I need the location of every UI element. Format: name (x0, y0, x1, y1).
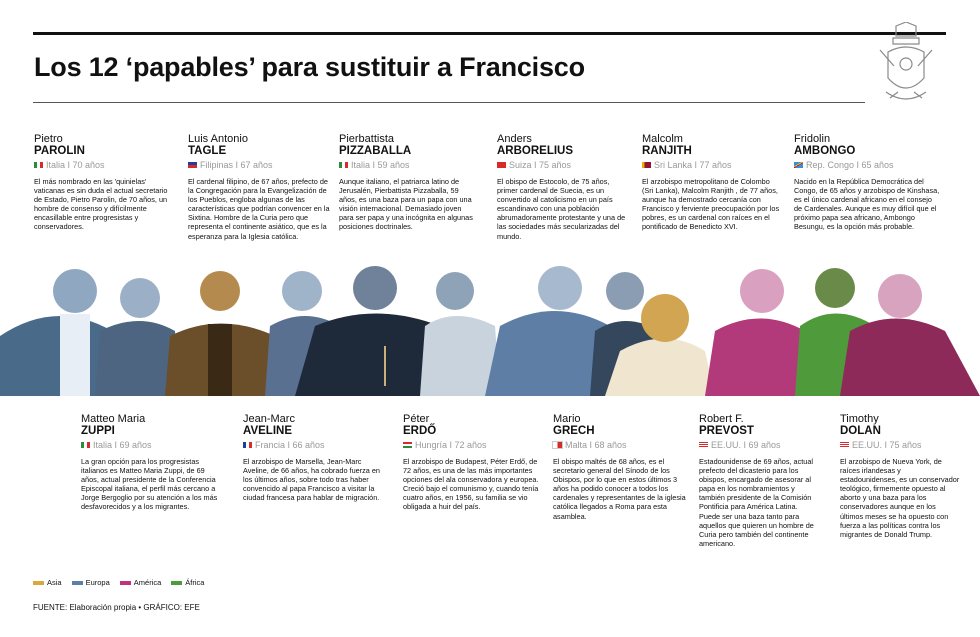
candidate-country-age: Italia I 69 años (93, 440, 152, 450)
candidate-bio: El arzobispo metropolitano de Colombo (Sri Lanka), Malcolm Ranjith , de 77 años, aunque ha demostrado cercanía con Francisco y ferviente preocupación por los pobres, es un cardenal con raíces en el pontificado de Benedicto XVI. (642, 177, 780, 232)
region-legend (33, 578, 214, 587)
hungary-flag-icon (403, 442, 412, 448)
italy-flag-icon (81, 442, 90, 448)
source-credit: FUENTE: Elaboración propia • GRÁFICO: EFE (33, 603, 200, 612)
candidate-meta (497, 160, 629, 170)
candidate-country-age: Rep. Congo I 65 años (806, 160, 894, 170)
candidate-meta (243, 440, 383, 450)
candidate-bio: Estadounidense de 69 años, actual prefecto del dicasterio para los obispos, encargado de asesorar al papa en los nombramientos y también presidente de la Comisión Pontificia para América Latina. Puede ser una baza tanto para aquellos que quieren un hombre de Curia pero también del continente americano. (699, 457, 814, 548)
malta-flag-icon (553, 442, 562, 448)
candidate-card-ambongo (794, 133, 940, 232)
page-title: Los 12 ‘papables’ para sustituir a Francisco (34, 52, 585, 82)
candidate-last-name: GRECH (553, 425, 595, 437)
congo-flag-icon (794, 162, 803, 168)
legend-swatch (72, 581, 83, 585)
candidate-first-name: Jean-Marc (243, 413, 295, 425)
title-rule (33, 102, 865, 103)
candidate-meta (553, 440, 687, 450)
candidate-first-name: Matteo Maria (81, 413, 146, 425)
candidate-country-age: Filipinas I 67 años (200, 160, 273, 170)
candidate-country-age: Malta I 68 años (565, 440, 627, 450)
candidate-last-name: TAGLE (188, 145, 227, 157)
legend-item-america (120, 578, 162, 587)
candidate-last-name: ARBORELIUS (497, 145, 574, 157)
candidate-card-erdo (403, 413, 541, 512)
cardinals-photo-band (0, 256, 980, 396)
candidate-card-zuppi (81, 413, 223, 512)
candidate-bio: La gran opción para los progresistas italianos es Matteo Maria Zuppi, de 69 años, actual presidente de la Conferencia Episcopal italiana, el perfil más cercano a Jorge Bergoglio por su atención a los más desfavorecidos y a los migrantes. (81, 457, 218, 512)
sri-lanka-flag-icon (642, 162, 651, 168)
candidate-last-name: AVELINE (243, 425, 292, 437)
candidate-country-age: Italia I 59 años (351, 160, 410, 170)
candidate-card-arborelius (497, 133, 629, 241)
candidate-meta (794, 160, 940, 170)
candidate-meta (642, 160, 782, 170)
top-rule (33, 32, 946, 35)
candidate-meta (699, 440, 819, 450)
italy-flag-icon (339, 162, 348, 168)
candidate-first-name: Luis Antonio (188, 133, 248, 145)
candidate-meta (840, 440, 960, 450)
candidate-first-name: Malcolm (642, 133, 683, 145)
candidate-card-prevost (699, 413, 819, 548)
candidate-first-name: Robert F. (699, 413, 744, 425)
candidate-first-name: Fridolin (794, 133, 831, 145)
candidate-last-name: PIZZABALLA (339, 145, 412, 157)
candidate-last-name: PAROLIN (34, 145, 85, 157)
candidate-first-name: Anders (497, 133, 532, 145)
legend-swatch (120, 581, 131, 585)
candidate-first-name: Timothy (840, 413, 879, 425)
candidate-meta (34, 160, 174, 170)
portrait-erdo (420, 272, 500, 396)
portrait-dolan (840, 274, 980, 396)
candidate-country-age: EE.UU. I 75 años (852, 440, 922, 450)
candidate-country-age: Sri Lanka I 77 años (654, 160, 732, 170)
candidate-bio: Aunque italiano, el patriarca latino de Jerusalén, Pierbattista Pizzaballa, 59 años, es una baza para un papa con una visión internacional. Demasiado joven para ser papa y una incógnita en algunas posiciones doctrinales. (339, 177, 473, 232)
switzerland-flag-icon (497, 162, 506, 168)
candidate-country-age: Francia I 66 años (255, 440, 325, 450)
legend-item-africa (171, 578, 204, 587)
philippines-flag-icon (188, 162, 197, 168)
legend-label: América (133, 578, 162, 587)
candidate-country-age: EE.UU. I 69 años (711, 440, 781, 450)
candidate-bio: El arzobispo de Marsella, Jean-Marc Aveline, de 66 años, ha cobrado fuerza en los últimos años, sobre todo tras haber convencido al papa Francisco a visitar la ciudad francesa para hablar de migración. (243, 457, 380, 503)
candidate-last-name: ZUPPI (81, 425, 115, 437)
candidate-country-age: Hungría I 72 años (415, 440, 487, 450)
candidate-meta (188, 160, 330, 170)
candidate-first-name: Péter (403, 413, 430, 425)
candidate-card-tagle (188, 133, 330, 241)
candidate-first-name: Mario (553, 413, 581, 425)
legend-swatch (171, 581, 182, 585)
candidate-last-name: ERDŐ (403, 425, 437, 437)
legend-swatch (33, 581, 44, 585)
usa-flag-icon (699, 442, 708, 448)
candidate-first-name: Pierbattista (339, 133, 395, 145)
italy-flag-icon (34, 162, 43, 168)
candidate-last-name: PREVOST (699, 425, 754, 437)
legend-item-asia (33, 578, 62, 587)
legend-label: África (185, 578, 205, 587)
candidate-card-pizzaballa (339, 133, 477, 232)
candidate-card-aveline (243, 413, 383, 502)
candidate-meta (81, 440, 223, 450)
candidate-card-grech (553, 413, 687, 521)
candidate-card-parolin (34, 133, 174, 232)
candidate-meta (339, 160, 477, 170)
candidate-bio: El arzobispo de Nueva York, de raíces irlandesas y estadounidenses, es un conservador teológico, firmemente opuesto al aborto y una baza para los conservadores aunque en los últimos meses se ha opuesto con fuerza a las políticas contra los migrantes de Donald Trump. (840, 457, 960, 539)
candidate-last-name: DOLAN (840, 425, 881, 437)
candidate-bio: Nacido en la República Democrática del Congo, de 65 años y arzobispo de Kinshasa, es el único cardenal africano en el consejo de Cardenales. Aunque es muy difícil que el próximo papa sea africano, Ambongo Besungu, es la opción más probable. (794, 177, 940, 232)
candidate-last-name: AMBONGO (794, 145, 856, 157)
candidate-country-age: Italia I 70 años (46, 160, 105, 170)
france-flag-icon (243, 442, 252, 448)
candidate-country-age: Suiza I 75 años (509, 160, 572, 170)
candidate-meta (403, 440, 541, 450)
candidate-last-name: RANJITH (642, 145, 692, 157)
candidate-bio: El cardenal filipino, de 67 años, prefecto de la Congregación para la Evangelización de los Pueblos, engloba algunas de las características que podrían convencer en la Sixtina. Hombre de la Curia pero que representa el continente asiático, que es la esperanza para la Iglesia católica. (188, 177, 330, 241)
legend-label: Asia (47, 578, 62, 587)
candidate-card-dolan (840, 413, 960, 539)
papal-coat-of-arms-icon (874, 22, 938, 108)
candidate-card-ranjith (642, 133, 782, 232)
usa-flag-icon (840, 442, 849, 448)
candidate-bio: El más nombrado en las 'quinielas' vaticanas es sin duda el actual secretario de Estado, Pietro Parolin, de 70 años, un hombre de consenso y difícilmente encasillable entre progresistas y conservadores. (34, 177, 168, 232)
candidate-bio: El arzobispo de Budapest, Péter Erdő, de 72 años, es una de las más importantes opciones del ala conservadora y europea. Creció bajo el comunismo y, cuando tenía cuatro años, en 1956, su familia se vio obligada a huir del país. (403, 457, 539, 512)
candidate-first-name: Pietro (34, 133, 63, 145)
legend-item-europa (72, 578, 110, 587)
candidate-bio: El obispo maltés de 68 años, es el secretario general del Sínodo de los Obispos, por lo que en estos últimos 3 años ha podido conocer a todos los cardenales y representantes de la iglesia católica llegados a Roma para esta asamblea. (553, 457, 686, 521)
legend-label: Europa (85, 578, 110, 587)
candidate-bio: El obispo de Estocolo, de 75 años, primer cardenal de Suecia, es un convertido al catolicismo en un país escandinavo con una población abrumadoramente protestante y una de las sociedades más secularizadas del mundo. (497, 177, 626, 241)
